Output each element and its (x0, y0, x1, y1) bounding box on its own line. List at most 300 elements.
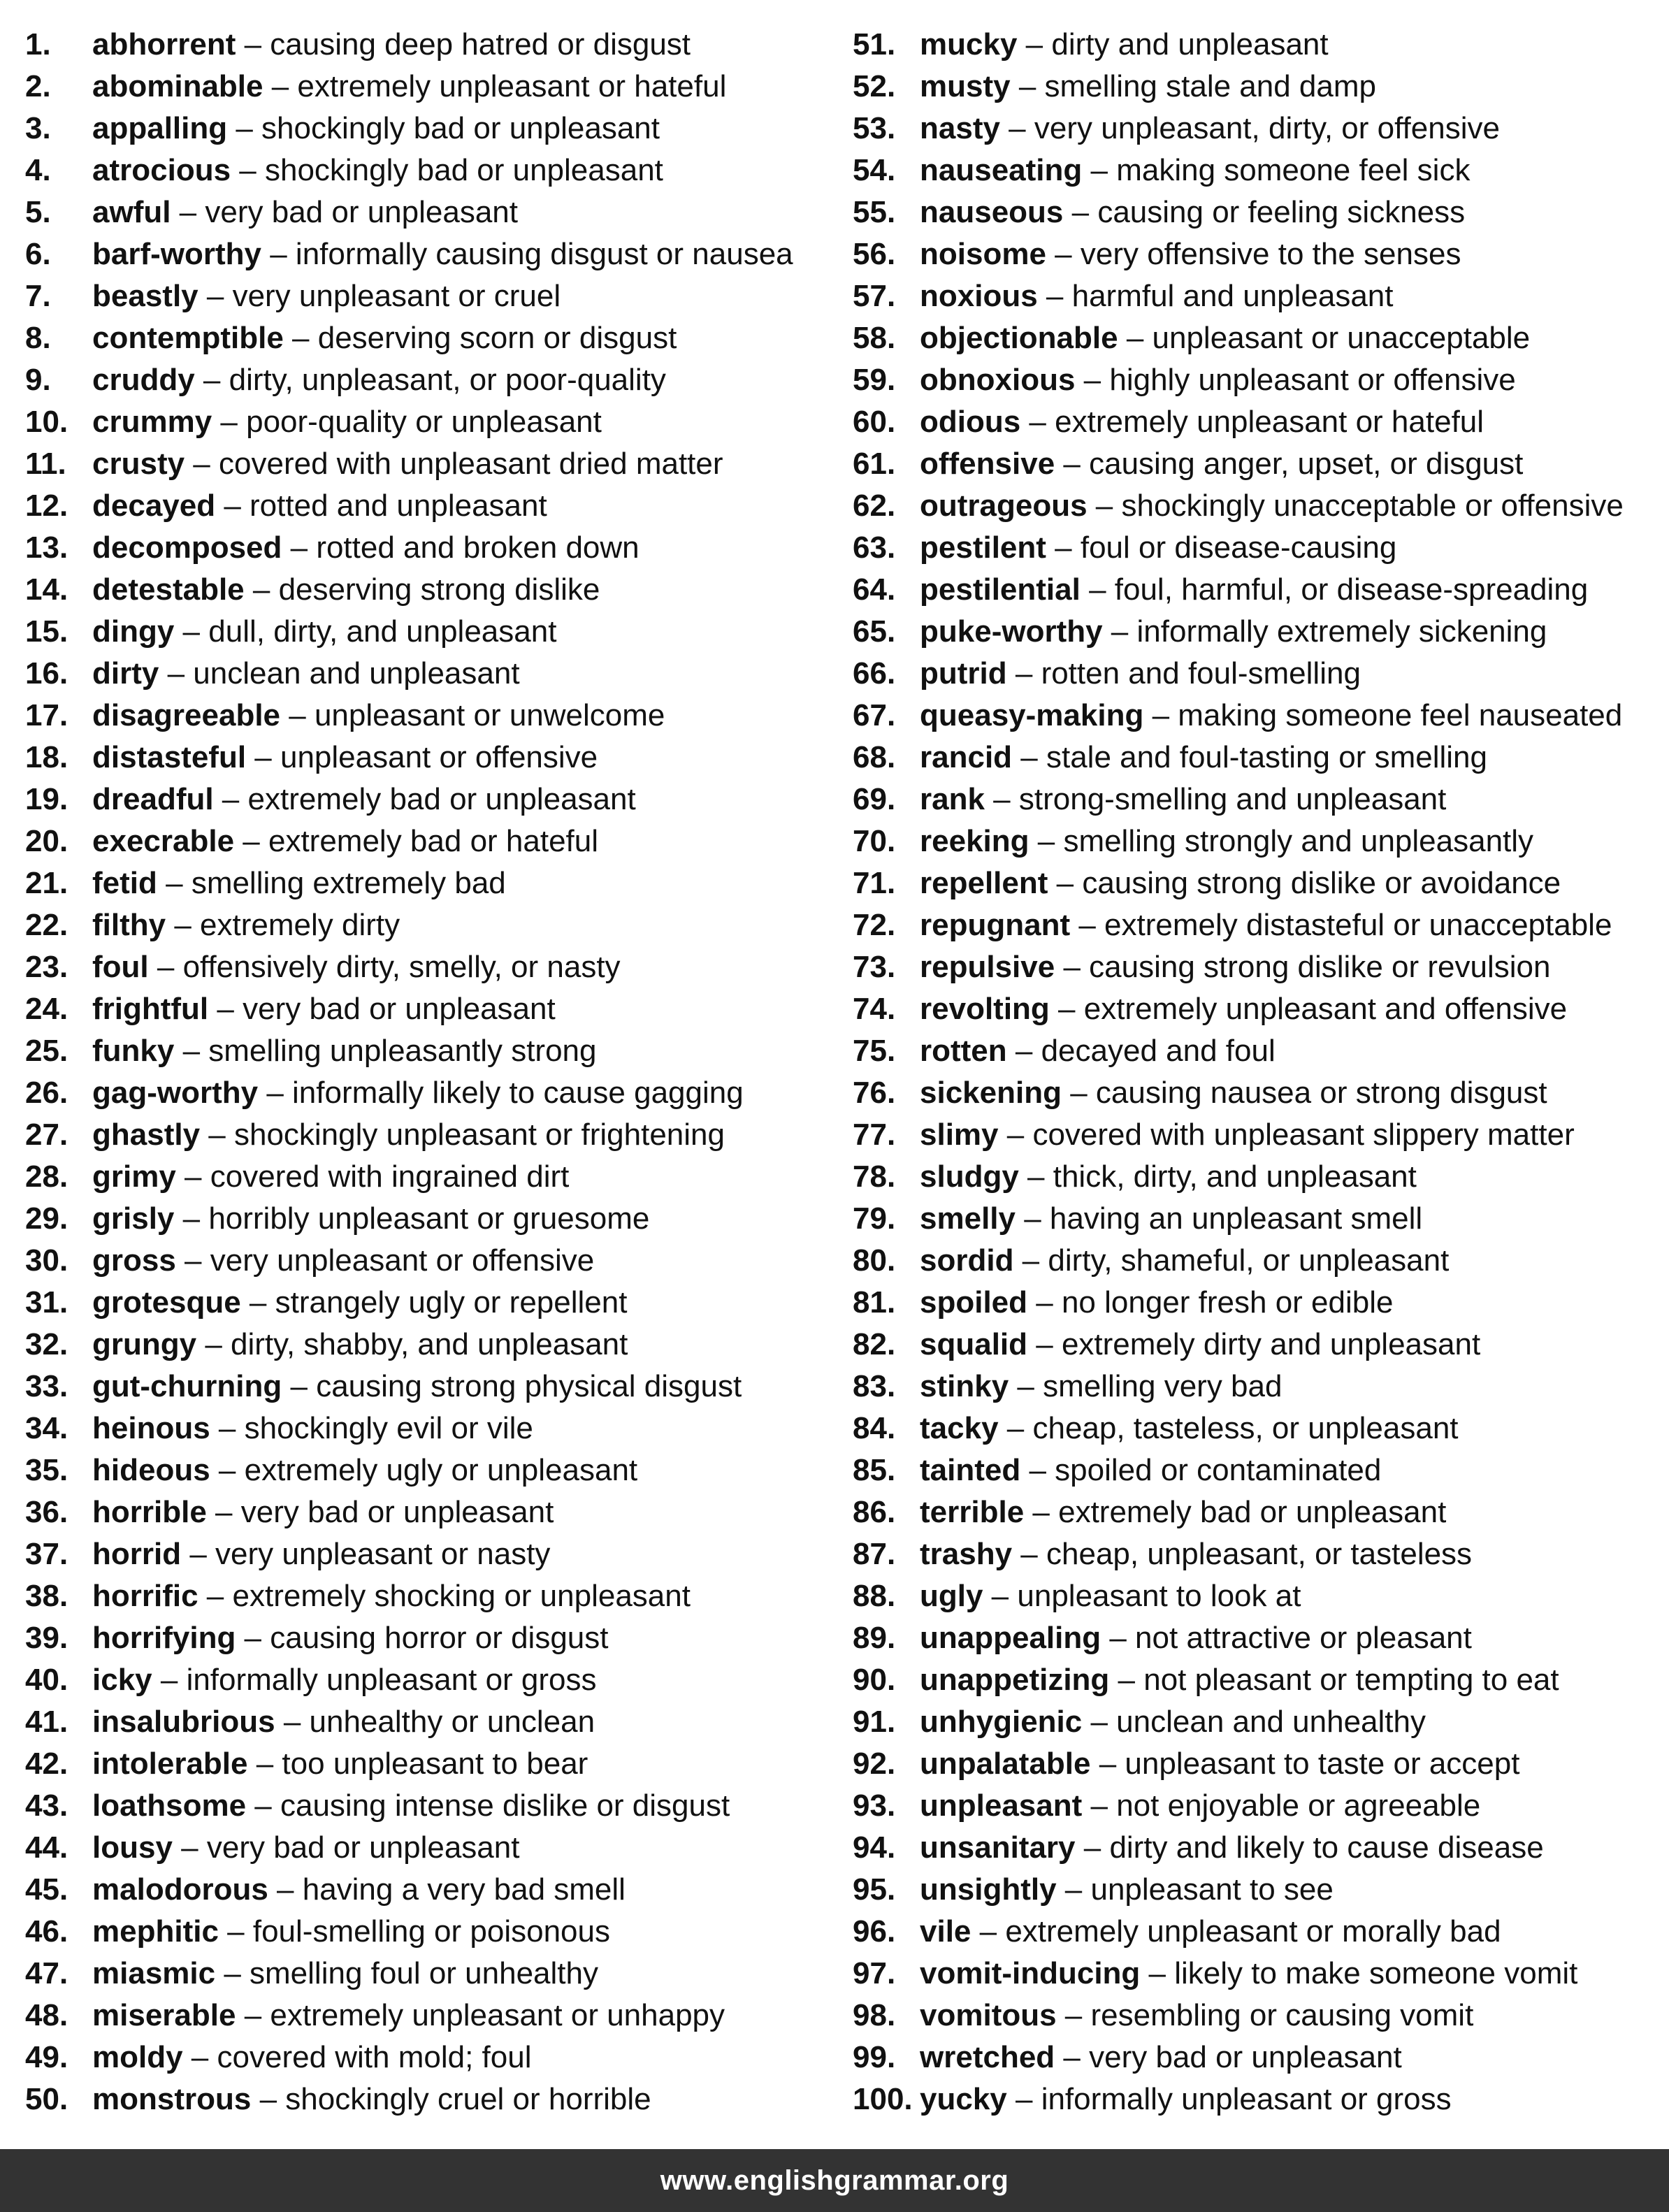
item-definition: causing strong dislike or avoidance (1082, 866, 1561, 900)
item-term: rotten (920, 1034, 1007, 1068)
item-term: pestilent (920, 530, 1046, 565)
item-separator: – (244, 572, 279, 607)
item-separator: – (1020, 405, 1055, 439)
item-separator: – (208, 992, 243, 1026)
item-separator: – (218, 1914, 253, 1949)
item-number: 28. (25, 1159, 68, 1194)
item-term: tainted (920, 1453, 1021, 1487)
item-number: 17. (25, 698, 68, 732)
item-definition: extremely unpleasant or unhappy (270, 1998, 725, 2032)
list-item (853, 233, 1663, 275)
list-item (25, 821, 836, 862)
item-number: 65. (853, 614, 896, 649)
item-separator: – (1012, 1537, 1046, 1571)
list-item (853, 1617, 1663, 1659)
item-separator: – (185, 447, 219, 481)
item-definition: not pleasant or tempting to eat (1143, 1663, 1559, 1697)
item-number: 82. (853, 1327, 896, 1361)
item-definition: extremely unpleasant or hateful (297, 69, 727, 103)
item-term: nasty (920, 111, 1000, 145)
item-number: 66. (853, 656, 896, 691)
item-number: 99. (853, 2040, 896, 2074)
item-number: 13. (25, 530, 68, 565)
list-item (25, 946, 836, 988)
item-separator: – (152, 1663, 187, 1697)
list-item (853, 24, 1663, 66)
item-definition: unpleasant or unwelcome (314, 698, 665, 732)
item-separator: – (194, 363, 229, 397)
item-separator: – (1080, 572, 1115, 607)
item-separator: – (1082, 1705, 1117, 1739)
item-separator: – (1009, 1369, 1043, 1403)
item-term: fetid (92, 866, 157, 900)
list-item (853, 1198, 1663, 1240)
item-term: repulsive (920, 950, 1055, 984)
item-separator: – (1055, 447, 1090, 481)
item-term: objectionable (920, 321, 1118, 355)
item-term: tacky (920, 1411, 999, 1445)
item-number: 14. (25, 572, 68, 607)
item-term: offensive (920, 447, 1055, 481)
list-item (853, 862, 1663, 904)
item-term: execrable (92, 824, 235, 858)
item-separator: – (1010, 69, 1045, 103)
item-term: sludgy (920, 1159, 1019, 1194)
item-definition: causing strong dislike or revulsion (1089, 950, 1551, 984)
item-number: 9. (25, 363, 51, 397)
item-number: 37. (25, 1537, 68, 1571)
list-item (25, 1240, 836, 1282)
item-definition: covered with unpleasant dried matter (219, 447, 723, 481)
item-separator: – (174, 614, 209, 649)
item-term: vomitous (920, 1998, 1057, 2032)
list-item (25, 2037, 836, 2079)
item-term: hideous (92, 1453, 210, 1487)
item-number: 44. (25, 1830, 68, 1865)
item-term: distasteful (92, 740, 247, 774)
item-term: ugly (920, 1579, 983, 1613)
item-separator: – (983, 1579, 1018, 1613)
item-term: detestable (92, 572, 245, 607)
item-definition: very unpleasant or cruel (232, 279, 561, 313)
item-number: 96. (853, 1914, 896, 1949)
item-term: vomit-inducing (920, 1956, 1141, 1990)
item-number: 78. (853, 1159, 896, 1194)
item-separator: – (1143, 698, 1178, 732)
item-definition: shockingly bad or unpleasant (261, 111, 660, 145)
item-separator: – (971, 1914, 1006, 1949)
item-separator: – (212, 405, 247, 439)
list-item (25, 359, 836, 401)
item-definition: highly unpleasant or offensive (1109, 363, 1516, 397)
item-separator: – (210, 1411, 245, 1445)
list-item (25, 1450, 836, 1491)
item-definition: cheap, tasteless, or unpleasant (1032, 1411, 1459, 1445)
item-term: nauseous (920, 195, 1064, 229)
item-definition: too unpleasant to bear (282, 1747, 588, 1781)
item-term: repellent (920, 866, 1048, 900)
item-definition: informally extremely sickening (1136, 614, 1547, 649)
item-separator: – (171, 195, 205, 229)
item-separator: – (215, 489, 250, 523)
item-separator: – (263, 69, 298, 103)
item-definition: deserving strong dislike (278, 572, 600, 607)
item-definition: making someone feel sick (1116, 153, 1471, 187)
item-definition: rotted and unpleasant (250, 489, 547, 523)
item-term: frightful (92, 992, 209, 1026)
item-term: musty (920, 69, 1011, 103)
item-number: 32. (25, 1327, 68, 1361)
list-item (25, 150, 836, 191)
item-separator: – (236, 27, 270, 62)
item-term: noisome (920, 237, 1046, 271)
item-separator: – (258, 1076, 293, 1110)
item-number: 40. (25, 1663, 68, 1697)
item-term: decomposed (92, 530, 282, 565)
item-definition: dirty and unpleasant (1051, 27, 1329, 62)
item-term: sickening (920, 1076, 1062, 1110)
item-separator: – (1006, 656, 1041, 691)
item-number: 86. (853, 1495, 896, 1529)
item-separator: – (1027, 1285, 1062, 1320)
item-number: 23. (25, 950, 68, 984)
list-item (853, 443, 1663, 485)
item-definition: dirty, shameful, or unpleasant (1048, 1243, 1450, 1278)
item-separator: – (182, 2040, 217, 2074)
item-number: 35. (25, 1453, 68, 1487)
item-number: 49. (25, 2040, 68, 2074)
list-item (853, 359, 1663, 401)
item-term: gut-churning (92, 1369, 282, 1403)
list-item (25, 1324, 836, 1366)
item-number: 71. (853, 866, 896, 900)
item-separator: – (247, 1747, 282, 1781)
list-item (25, 1575, 836, 1617)
list-item (853, 695, 1663, 737)
item-definition: extremely shocking or unpleasant (232, 1579, 691, 1613)
item-definition: extremely distasteful or unacceptable (1104, 908, 1612, 942)
item-separator: – (1090, 1747, 1125, 1781)
list-item (25, 443, 836, 485)
item-term: icky (92, 1663, 152, 1697)
footer-url: www.englishgrammar.org (660, 2164, 1009, 2196)
item-definition: not enjoyable or agreeable (1116, 1788, 1481, 1823)
item-term: yucky (920, 2082, 1007, 2116)
item-definition: foul or disease-causing (1080, 530, 1397, 565)
item-definition: very unpleasant, dirty, or offensive (1034, 111, 1500, 145)
item-number: 58. (853, 321, 896, 355)
item-definition: extremely bad or unpleasant (1058, 1495, 1447, 1529)
item-separator: – (1056, 1998, 1091, 2032)
item-term: repugnant (920, 908, 1071, 942)
item-definition: smelling stale and damp (1044, 69, 1376, 103)
item-separator: – (1061, 1076, 1096, 1110)
item-number: 3. (25, 111, 51, 145)
item-number: 33. (25, 1369, 68, 1403)
list-item (853, 1450, 1663, 1491)
item-definition: extremely unpleasant and offensive (1083, 992, 1568, 1026)
item-number: 38. (25, 1579, 68, 1613)
item-number: 72. (853, 908, 896, 942)
item-definition: foul, harmful, or disease-spreading (1114, 572, 1589, 607)
item-term: terrible (920, 1495, 1025, 1529)
item-number: 16. (25, 656, 68, 691)
item-definition: poor-quality or unpleasant (246, 405, 602, 439)
list-item (853, 779, 1663, 821)
list-item (853, 485, 1663, 527)
list-item (25, 1785, 836, 1827)
item-definition: very bad or unpleasant (205, 195, 519, 229)
item-term: smelly (920, 1201, 1016, 1236)
item-definition: rotted and broken down (316, 530, 640, 565)
list-item (853, 1911, 1663, 1953)
item-definition: dirty, unpleasant, or poor-quality (229, 363, 666, 397)
item-term: slimy (920, 1118, 999, 1152)
item-separator: – (240, 1285, 275, 1320)
item-definition: causing strong physical disgust (316, 1369, 742, 1403)
list-item (853, 2037, 1663, 2079)
item-number: 54. (853, 153, 896, 187)
item-definition: informally unpleasant or gross (1041, 2082, 1452, 2116)
item-definition: unpleasant to look at (1017, 1579, 1301, 1613)
item-separator: – (999, 111, 1034, 145)
item-separator: – (283, 321, 318, 355)
item-definition: shockingly bad or unpleasant (264, 153, 663, 187)
item-definition: smelling extremely bad (191, 866, 506, 900)
item-term: unpalatable (920, 1747, 1091, 1781)
item-number: 15. (25, 614, 68, 649)
item-definition: extremely bad or unpleasant (247, 782, 636, 816)
list-item (853, 1282, 1663, 1324)
item-number: 8. (25, 321, 51, 355)
item-separator: – (227, 111, 262, 145)
item-definition: having a very bad smell (302, 1872, 626, 1907)
item-number: 4. (25, 153, 51, 187)
word-list-column-right (853, 24, 1663, 2120)
item-separator: – (234, 824, 268, 858)
list-item (853, 1785, 1663, 1827)
item-separator: – (172, 1830, 207, 1865)
item-term: ghastly (92, 1118, 201, 1152)
item-separator: – (175, 1243, 210, 1278)
list-item (853, 1701, 1663, 1743)
list-item (853, 653, 1663, 695)
list-item (25, 1617, 836, 1659)
item-number: 63. (853, 530, 896, 565)
list-item (25, 1743, 836, 1785)
list-item (853, 1366, 1663, 1408)
list-item (25, 1072, 836, 1114)
item-term: stinky (920, 1369, 1009, 1403)
item-separator: – (1049, 992, 1084, 1026)
item-definition: unclean and unpleasant (193, 656, 520, 691)
item-definition: strangely ugly or repellent (275, 1285, 628, 1320)
item-separator: – (1075, 1830, 1110, 1865)
item-number: 48. (25, 1998, 68, 2032)
item-definition: informally causing disgust or nausea (295, 237, 793, 271)
list-item (853, 1869, 1663, 1911)
item-separator: – (159, 656, 194, 691)
item-term: rancid (920, 740, 1013, 774)
item-term: unappetizing (920, 1663, 1110, 1697)
list-item (25, 737, 836, 779)
item-number: 75. (853, 1034, 896, 1068)
item-separator: – (196, 1327, 231, 1361)
item-separator: – (1063, 195, 1098, 229)
item-separator: – (1056, 1872, 1091, 1907)
item-separator: – (1070, 908, 1105, 942)
item-term: abhorrent (92, 27, 236, 62)
item-number: 87. (853, 1537, 896, 1571)
item-term: queasy-making (920, 698, 1144, 732)
item-number: 31. (25, 1285, 68, 1320)
list-item (25, 108, 836, 150)
item-separator: – (1027, 1327, 1062, 1361)
item-term: barf-worthy (92, 237, 261, 271)
item-term: grungy (92, 1327, 197, 1361)
item-definition: dirty and likely to cause disease (1109, 1830, 1544, 1865)
item-definition: horribly unpleasant or gruesome (208, 1201, 650, 1236)
item-number: 45. (25, 1872, 68, 1907)
item-separator: – (1017, 27, 1052, 62)
item-definition: causing deep hatred or disgust (270, 27, 691, 62)
list-item (25, 1659, 836, 1701)
item-number: 10. (25, 405, 68, 439)
item-definition: shockingly unacceptable or offensive (1121, 489, 1624, 523)
item-separator: – (175, 1159, 210, 1194)
item-number: 29. (25, 1201, 68, 1236)
item-definition: informally unpleasant or gross (186, 1663, 597, 1697)
list-item (853, 1491, 1663, 1533)
list-item (25, 1156, 836, 1198)
item-definition: causing nausea or strong disgust (1095, 1076, 1547, 1110)
list-item (25, 191, 836, 233)
item-definition: causing or feeling sickness (1097, 195, 1466, 229)
item-separator: – (157, 866, 192, 900)
list-item (25, 1366, 836, 1408)
item-definition: unpleasant to taste or accept (1125, 1747, 1520, 1781)
item-term: unsanitary (920, 1830, 1076, 1865)
list-item (853, 275, 1663, 317)
list-item (853, 66, 1663, 108)
item-definition: covered with unpleasant slippery matter (1032, 1118, 1575, 1152)
list-item (853, 191, 1663, 233)
list-item (25, 1869, 836, 1911)
item-separator: – (1046, 237, 1081, 271)
item-separator: – (984, 782, 1019, 816)
item-separator: – (174, 1201, 209, 1236)
item-number: 81. (853, 1285, 896, 1320)
item-separator: – (1046, 530, 1081, 565)
list-item (25, 862, 836, 904)
list-item (853, 108, 1663, 150)
item-separator: – (166, 908, 201, 942)
item-definition: causing anger, upset, or disgust (1089, 447, 1524, 481)
list-item (25, 1282, 836, 1324)
item-definition: foul-smelling or poisonous (252, 1914, 610, 1949)
item-term: gross (92, 1243, 176, 1278)
list-item (25, 569, 836, 611)
item-term: atrocious (92, 153, 231, 187)
item-term: gag-worthy (92, 1076, 259, 1110)
item-number: 22. (25, 908, 68, 942)
item-number: 46. (25, 1914, 68, 1949)
item-separator: – (213, 782, 248, 816)
item-definition: smelling unpleasantly strong (208, 1034, 597, 1068)
list-item (853, 1533, 1663, 1575)
item-definition: unhealthy or unclean (309, 1705, 595, 1739)
list-item (853, 401, 1663, 443)
item-definition: very bad or unpleasant (243, 992, 556, 1026)
item-definition: spoiled or contaminated (1055, 1453, 1382, 1487)
item-number: 98. (853, 1998, 896, 2032)
item-number: 83. (853, 1369, 896, 1403)
item-definition: covered with mold; foul (217, 2040, 532, 2074)
item-term: mephitic (92, 1914, 219, 1949)
item-definition: very bad or unpleasant (240, 1495, 554, 1529)
item-term: monstrous (92, 2082, 252, 2116)
list-item (25, 1198, 836, 1240)
list-item (853, 1240, 1663, 1282)
item-number: 60. (853, 405, 896, 439)
item-term: horrible (92, 1495, 207, 1529)
item-term: foul (92, 950, 149, 984)
word-list-column-left (25, 24, 836, 2120)
item-term: nauseating (920, 153, 1083, 187)
item-separator: – (1087, 489, 1122, 523)
item-number: 7. (25, 279, 51, 313)
footer-bar (0, 2149, 1669, 2212)
item-definition: causing horror or disgust (270, 1621, 609, 1655)
item-definition: extremely bad or hateful (268, 824, 599, 858)
item-number: 24. (25, 992, 68, 1026)
item-separator: – (1037, 279, 1072, 313)
list-item (25, 233, 836, 275)
item-definition: no longer fresh or edible (1061, 1285, 1394, 1320)
item-number: 90. (853, 1663, 896, 1697)
item-separator: – (268, 1872, 303, 1907)
item-number: 94. (853, 1830, 896, 1865)
list-item (25, 1995, 836, 2037)
item-number: 92. (853, 1747, 896, 1781)
item-number: 76. (853, 1076, 896, 1110)
item-definition: deserving scorn or disgust (317, 321, 677, 355)
item-number: 93. (853, 1788, 896, 1823)
list-item (25, 1701, 836, 1743)
item-definition: unpleasant or offensive (280, 740, 598, 774)
list-item (25, 317, 836, 359)
item-number: 26. (25, 1076, 68, 1110)
item-separator: – (246, 740, 280, 774)
item-number: 34. (25, 1411, 68, 1445)
item-definition: smelling very bad (1043, 1369, 1283, 1403)
list-item (853, 988, 1663, 1030)
list-item (853, 611, 1663, 653)
item-separator: – (1006, 1034, 1041, 1068)
item-separator: – (1015, 1201, 1050, 1236)
list-item (853, 569, 1663, 611)
item-number: 56. (853, 237, 896, 271)
item-separator: – (1012, 740, 1046, 774)
list-item (25, 527, 836, 569)
item-number: 59. (853, 363, 896, 397)
item-number: 52. (853, 69, 896, 103)
item-definition: rotten and foul-smelling (1041, 656, 1361, 691)
item-term: squalid (920, 1327, 1028, 1361)
item-term: lousy (92, 1830, 173, 1865)
item-term: crummy (92, 405, 212, 439)
item-number: 77. (853, 1118, 896, 1152)
